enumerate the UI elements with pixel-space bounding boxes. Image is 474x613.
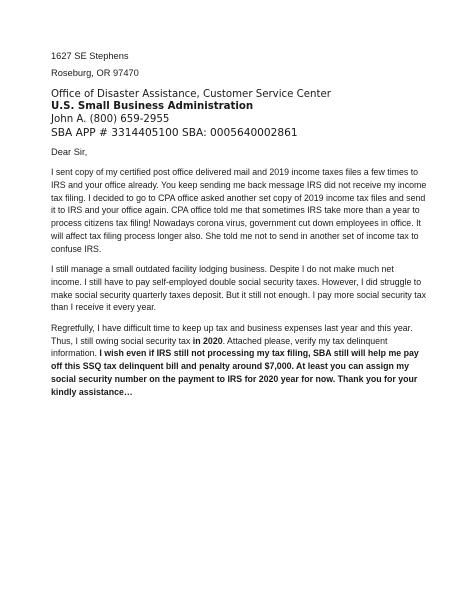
recipient-contact: John A. (800) 659-2955	[51, 113, 170, 125]
paragraph-1: I sent copy of my certified post office delivered mail and 2019 income taxes files a few times to IRS and your office already. You keep sending me back message IRS did not receive my income tax filing. I decided to go to CPA office asked another set copy of 2019 income tax files and send it to IRS and your office again. CPA office told me that sometimes IRS take more than a year to process citizens tax filing! Nowadays corona virus, government cut down employees in office. It will affect tax filing process longer also. She told me not to send in another set of income tax to confuse IRS.	[51, 167, 427, 254]
sender-street: 1627 SE Stephens	[51, 51, 129, 61]
application-number: SBA APP # 3314405100 SBA: 0005640002861	[51, 126, 298, 139]
paragraph-2: I still manage a small outdated facility lodging business. Despite I do not make much net income. I still have to pay self-employed double social security taxes. However, I did struggle to make social security quarterly taxes deposit. But it still not enough. I pay more social security tax than I receive it every year.	[51, 264, 427, 313]
paragraph-3-text-a: Regretfully, I have difficult time to keep up tax and business expenses last year and this year. Thus, I still owing social security tax	[51, 322, 413, 346]
recipient-organization: U.S. Small Business Administration	[51, 101, 254, 113]
salutation: Dear Sir,	[51, 147, 88, 157]
paragraph-3	[51, 322, 427, 399]
paragraph-3-text-c: . Attached please, verify my tax delinquent information.	[51, 335, 388, 359]
paragraph-3-bold-year: in 2020	[192, 335, 223, 346]
recipient-block	[51, 89, 431, 139]
sender-city: Roseburg, OR 97470	[51, 68, 139, 78]
sender-address	[51, 48, 139, 82]
letter-body	[51, 166, 427, 406]
paragraph-3-bold-request: I wish even if IRS still not processing my tax filing, SBA still will help me pay off this SSQ tax delinquent bill and penalty around $7,000. At least you can assign my social security number on the payment to IRS for 2020 year for now. Thank you for your kindly assistance…	[51, 348, 419, 397]
recipient-office: Office of Disaster Assistance, Customer Service Center	[51, 89, 331, 100]
